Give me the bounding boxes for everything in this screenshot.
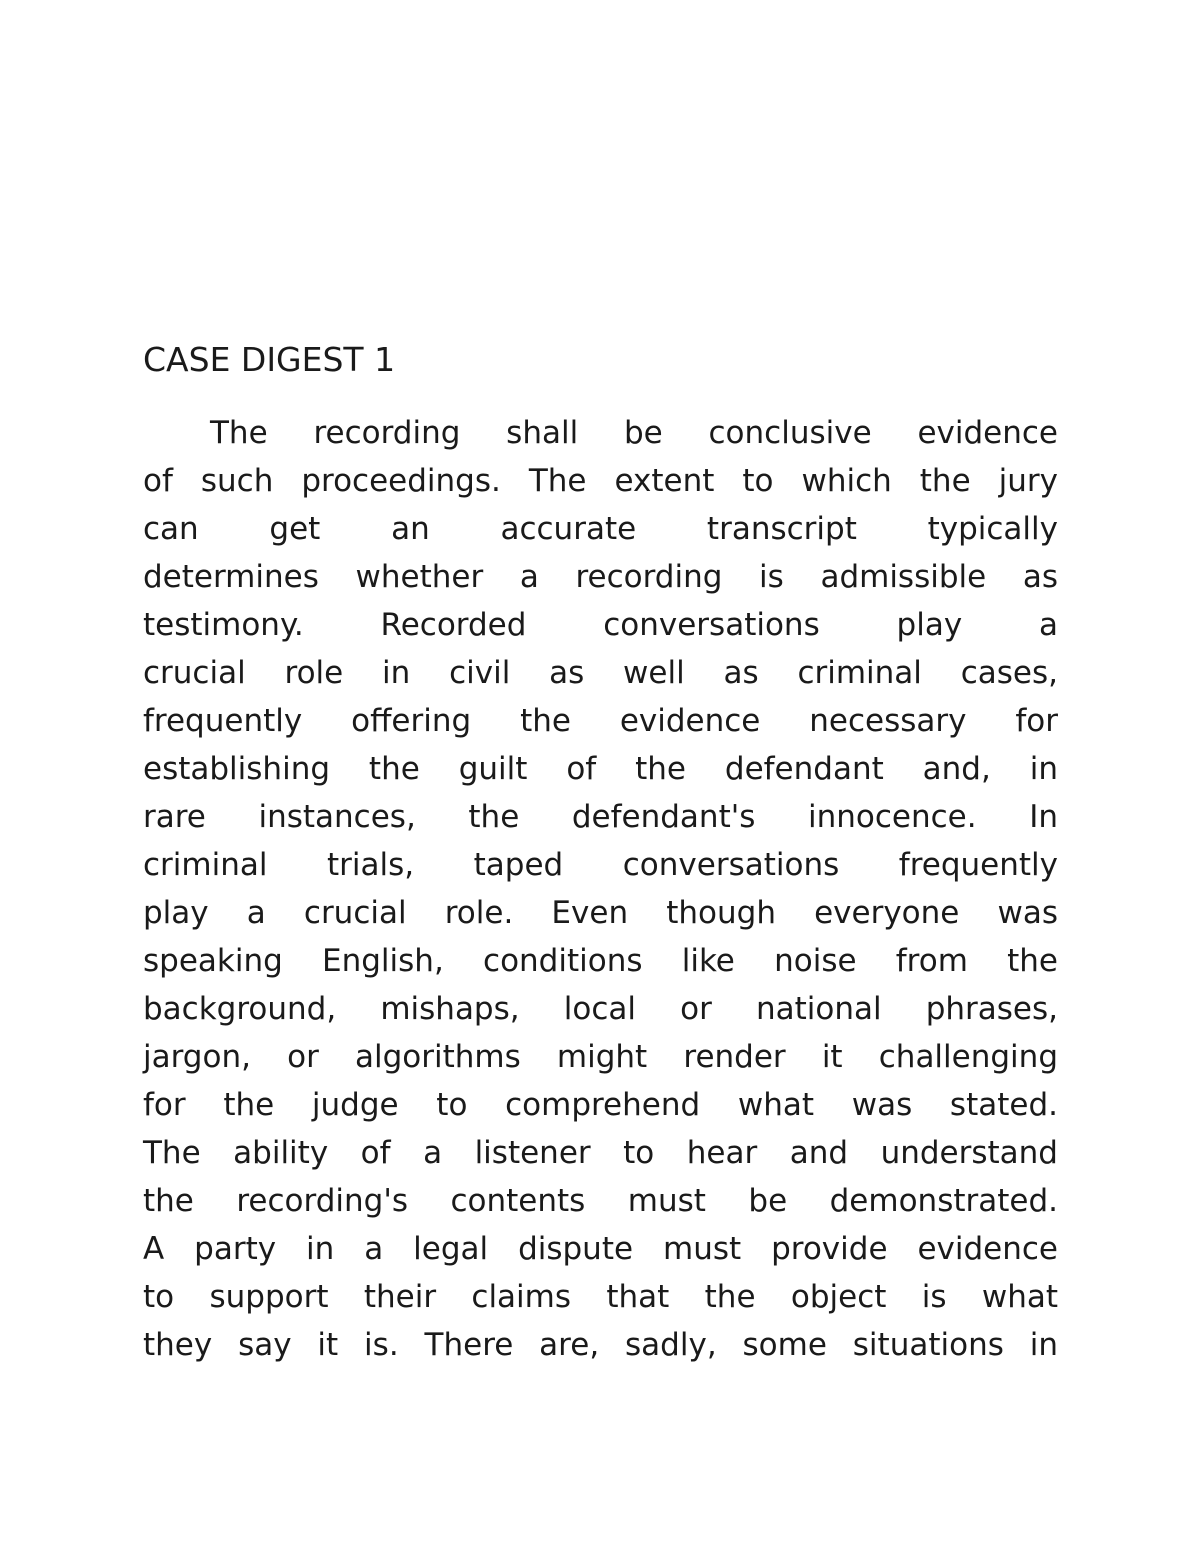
body-line: of such proceedings. The extent to which the jury: [143, 463, 1058, 499]
body-line: they say it is. There are, sadly, some situations in: [143, 1327, 1058, 1363]
body-line: for the judge to comprehend what was stated.: [143, 1087, 1058, 1123]
body-line: establishing the guilt of the defendant and, in: [143, 751, 1058, 787]
body-line: rare instances, the defendant's innocence. In: [143, 799, 1058, 835]
body-line: jargon, or algorithms might render it challenging: [143, 1039, 1058, 1075]
body-line: to support their claims that the object is what: [143, 1279, 1058, 1315]
body-line: crucial role in civil as well as criminal cases,: [143, 655, 1058, 691]
body-line: A party in a legal dispute must provide evidence: [143, 1231, 1058, 1267]
document-body: [143, 409, 1058, 1369]
body-line: can get an accurate transcript typically: [143, 511, 1058, 547]
body-line: the recording's contents must be demonstrated.: [143, 1183, 1058, 1219]
body-line: determines whether a recording is admissible as: [143, 559, 1058, 595]
body-line: speaking English, conditions like noise from the: [143, 943, 1058, 979]
body-line: background, mishaps, local or national phrases,: [143, 991, 1058, 1027]
document-title: CASE DIGEST 1: [143, 340, 396, 379]
body-line: frequently offering the evidence necessary for: [143, 703, 1058, 739]
body-line: testimony. Recorded conversations play a: [143, 607, 1058, 643]
body-line: criminal trials, taped conversations frequently: [143, 847, 1058, 883]
body-line: play a crucial role. Even though everyone was: [143, 895, 1058, 931]
body-line: The ability of a listener to hear and understand: [143, 1135, 1058, 1171]
document-content: [143, 336, 1058, 1369]
body-line: The recording shall be conclusive evidence: [210, 415, 1058, 451]
